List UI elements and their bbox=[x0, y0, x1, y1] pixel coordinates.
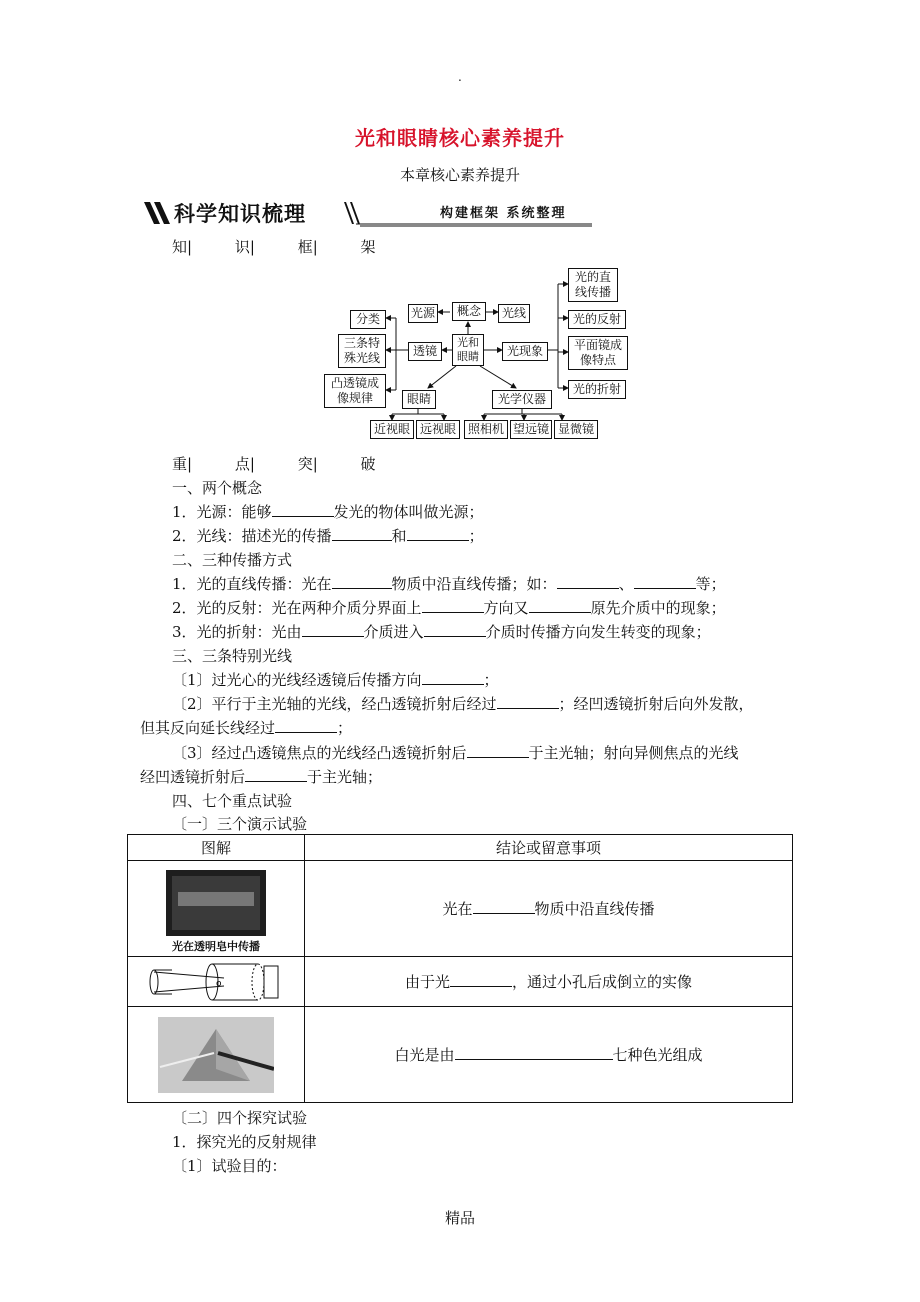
text-line: 〔1〕过光心的光线经透镜后传播方向 ； bbox=[172, 671, 499, 689]
table-cell: 光在 物质中沿直线传播 bbox=[305, 861, 793, 957]
section-1-heading: 一、两个概念 bbox=[172, 479, 263, 497]
table-header: 结论或留意事项 bbox=[305, 835, 793, 861]
banner-slogan: 构建框架 系统整理 bbox=[440, 206, 567, 221]
subsection-heading: 〔二〕四个探究试验 bbox=[172, 1109, 308, 1127]
section-4-heading: 四、七个重点试验 bbox=[172, 792, 293, 810]
node-three-rays: 三条特殊光线 bbox=[338, 334, 386, 368]
demo-experiments-table bbox=[127, 834, 793, 1103]
text-line: 2．光线：描述光的传播 和 ； bbox=[172, 527, 484, 545]
node-telescope: 望远镜 bbox=[510, 420, 552, 439]
table-row bbox=[128, 861, 793, 957]
node-straight: 光的直线传播 bbox=[568, 268, 618, 302]
table-row bbox=[128, 1007, 793, 1103]
node-hyperopia: 远视眼 bbox=[416, 420, 460, 439]
node-light-source: 光源 bbox=[408, 304, 438, 323]
page-title: 光和眼睛核心素养提升 bbox=[355, 126, 565, 150]
heading-char: 识| bbox=[234, 238, 255, 256]
prism-image bbox=[158, 1017, 274, 1093]
text-line: 〔2〕平行于主光轴的光线，经凸透镜折射后经过 ；经凹透镜折射后向外发散， bbox=[172, 695, 754, 713]
svg-text:o: o bbox=[216, 978, 222, 989]
page-subtitle: 本章核心素养提升 bbox=[399, 166, 520, 184]
node-mirror: 平面镜成像特点 bbox=[568, 336, 628, 370]
experiment-title: 1．探究光的反射规律 bbox=[172, 1133, 317, 1151]
heading-char: 架 bbox=[360, 238, 376, 256]
node-eye: 眼睛 bbox=[402, 390, 436, 409]
page-footer: 精品 bbox=[444, 1209, 475, 1227]
key-heading bbox=[172, 453, 396, 475]
heading-char: 框| bbox=[297, 238, 318, 256]
node-refract: 光的折射 bbox=[568, 380, 626, 399]
section-3-heading: 三、三条特别光线 bbox=[172, 647, 293, 665]
text-line: 1．光的直线传播：光在 物质中沿直线传播；如： 、 等； bbox=[172, 575, 726, 593]
node-instruments: 光学仪器 bbox=[492, 390, 552, 409]
table-header: 图解 bbox=[128, 835, 305, 861]
heading-char: 重| bbox=[172, 455, 193, 473]
pinhole-camera-image bbox=[146, 960, 286, 1004]
figure-prism bbox=[128, 1007, 305, 1103]
node-classify: 分类 bbox=[350, 310, 386, 329]
concept-map bbox=[320, 262, 630, 442]
heading-char: 突| bbox=[297, 455, 318, 473]
text-line: 经凹透镜折射后 于主光轴； bbox=[140, 768, 383, 786]
section-2-heading: 二、三种传播方式 bbox=[172, 551, 293, 569]
node-center: 光和眼睛 bbox=[452, 334, 484, 366]
heading-char: 知| bbox=[172, 238, 193, 256]
soap-caption: 光在透明皂中传播 bbox=[172, 939, 260, 953]
text-line: 1．光源：能够 发光的物体叫做光源； bbox=[172, 503, 484, 521]
header-dot: . bbox=[458, 70, 462, 84]
node-convex-rule: 凸透镜成像规律 bbox=[324, 374, 386, 408]
figure-soap bbox=[128, 861, 305, 957]
table-row bbox=[128, 957, 793, 1007]
text-line: 〔3〕经过凸透镜焦点的光线经凸透镜折射后 于主光轴；射向异侧焦点的光线 bbox=[172, 744, 739, 762]
text-line: 3．光的折射：光由 介质进入 介质时传播方向发生转变的现象； bbox=[172, 623, 711, 641]
table-cell: 白光是由 七种色光组成 bbox=[305, 1007, 793, 1103]
node-reflect: 光的反射 bbox=[568, 310, 626, 329]
node-myopia: 近视眼 bbox=[370, 420, 414, 439]
text-line: 2．光的反射：光在两种介质分界面上 方向又 原先介质中的现象； bbox=[172, 599, 726, 617]
text-line: 但其反向延长线经过 ； bbox=[140, 719, 353, 737]
node-light-ray: 光线 bbox=[498, 304, 530, 323]
table-cell: 由于光 ，通过小孔后成倒立的实像 bbox=[305, 957, 793, 1007]
heading-char: 破 bbox=[360, 455, 376, 473]
figure-pinhole bbox=[128, 957, 305, 1007]
node-camera: 照相机 bbox=[464, 420, 508, 439]
section-banner bbox=[140, 196, 600, 230]
experiment-purpose: 〔1〕试验目的： bbox=[172, 1157, 287, 1175]
node-microscope: 显微镜 bbox=[554, 420, 598, 439]
heading-char: 点| bbox=[234, 455, 255, 473]
node-lens: 透镜 bbox=[408, 342, 442, 361]
banner-title: 科学知识梳理 bbox=[174, 202, 306, 226]
node-phenomena: 光现象 bbox=[502, 342, 548, 361]
knowledge-heading bbox=[172, 236, 396, 258]
node-concept: 概念 bbox=[452, 302, 486, 321]
subsection-heading: 〔一〕三个演示试验 bbox=[172, 815, 308, 833]
soap-image bbox=[166, 870, 266, 936]
